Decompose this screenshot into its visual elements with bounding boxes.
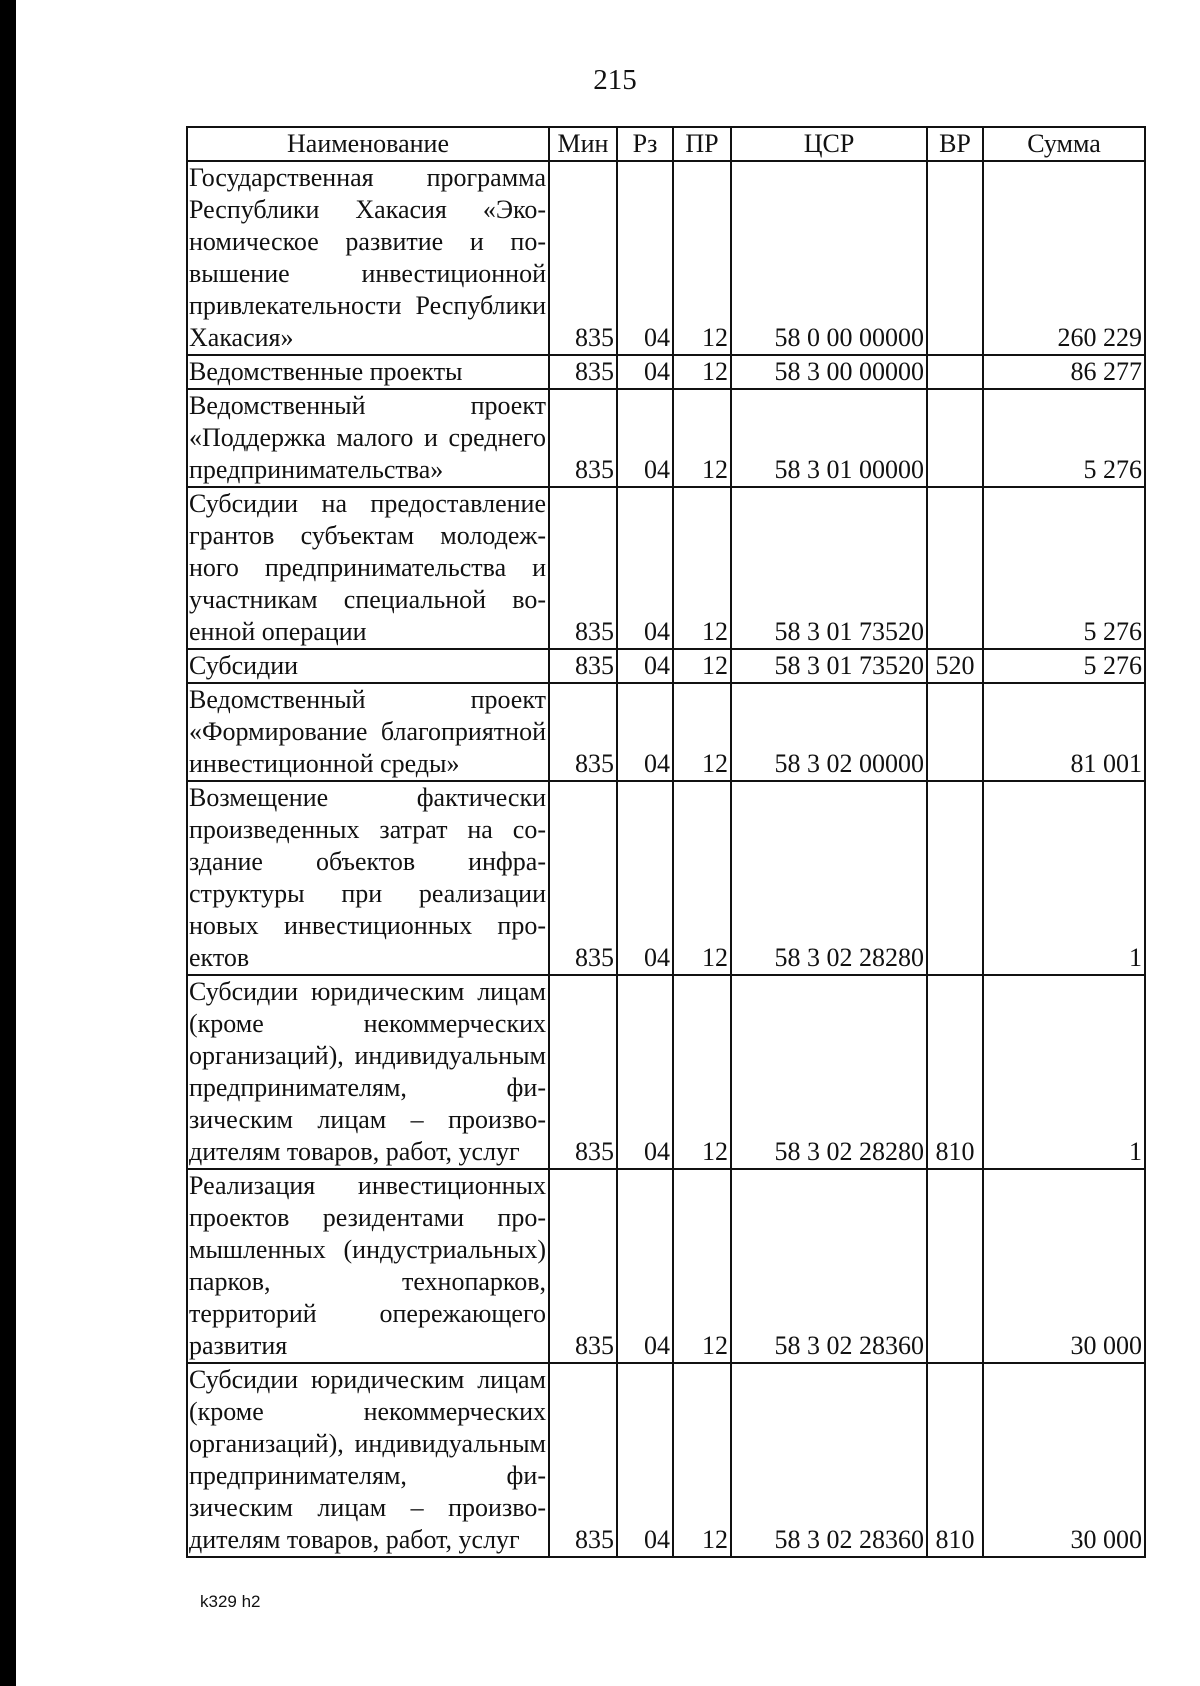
row-vr — [927, 161, 983, 355]
row-pr: 12 — [673, 487, 731, 649]
row-name: Субсидии юридическим лицам (кроме некоммерческих организаций), индивидуальным предпринимателям, физическим лицам – производителям товаров, работ, услуг — [187, 975, 549, 1169]
row-rz: 04 — [617, 389, 673, 487]
table-row — [187, 1363, 1145, 1557]
page-number: 215 — [593, 64, 637, 96]
table-row — [187, 161, 1145, 355]
row-csr: 58 3 02 28360 — [731, 1169, 927, 1363]
row-name: Субсидии юридическим лицам (кроме некоммерческих организаций), индивидуальным предпринимателям, физическим лицам – производителям товаров, работ, услуг — [187, 1363, 549, 1557]
row-sum: 30 000 — [983, 1169, 1145, 1363]
row-csr: 58 3 00 00000 — [731, 355, 927, 389]
row-name: Реализация инвестиционных проектов резидентами промышленных (индустриальных) парков, технопарков, территорий опережающего развития — [187, 1169, 549, 1363]
row-csr: 58 3 02 28360 — [731, 1363, 927, 1557]
row-pr: 12 — [673, 975, 731, 1169]
table-row — [187, 355, 1145, 389]
row-csr: 58 3 01 73520 — [731, 487, 927, 649]
row-name: Субсидии — [187, 649, 549, 683]
row-min: 835 — [549, 1363, 617, 1557]
row-pr: 12 — [673, 683, 731, 781]
row-rz: 04 — [617, 1169, 673, 1363]
row-vr: 520 — [927, 649, 983, 683]
row-vr — [927, 355, 983, 389]
header-vr: ВР — [927, 127, 983, 161]
row-vr: 810 — [927, 1363, 983, 1557]
budget-table — [186, 126, 1146, 1558]
scan-edge-bar — [0, 0, 16, 1686]
row-rz: 04 — [617, 161, 673, 355]
row-sum: 1 — [983, 781, 1145, 975]
row-csr: 58 3 02 28280 — [731, 781, 927, 975]
table-row — [187, 389, 1145, 487]
row-min: 835 — [549, 487, 617, 649]
row-rz: 04 — [617, 649, 673, 683]
table-row — [187, 781, 1145, 975]
table-row — [187, 1169, 1145, 1363]
table-row — [187, 649, 1145, 683]
row-name: Ведомственный проект «Поддержка малого и среднего предпринимательства» — [187, 389, 549, 487]
row-name: Государственная программа Республики Хакасия «Экономическое развитие и повышение инвестиционной привлекательности Республики Хакасия» — [187, 161, 549, 355]
row-csr: 58 3 01 73520 — [731, 649, 927, 683]
row-sum: 5 276 — [983, 389, 1145, 487]
row-pr: 12 — [673, 389, 731, 487]
row-name: Ведомственные проекты — [187, 355, 549, 389]
row-vr — [927, 1169, 983, 1363]
row-min: 835 — [549, 649, 617, 683]
row-vr — [927, 683, 983, 781]
row-rz: 04 — [617, 683, 673, 781]
row-pr: 12 — [673, 649, 731, 683]
row-min: 835 — [549, 1169, 617, 1363]
row-name: Субсидии на предоставление грантов субъектам молодежного предпринимательства и участникам специальной военной операции — [187, 487, 549, 649]
row-name: Возмещение фактически произведенных затрат на создание объектов инфраструктуры при реализации новых инвестиционных проектов — [187, 781, 549, 975]
row-name: Ведомственный проект «Формирование благоприятной инвестиционной среды» — [187, 683, 549, 781]
row-min: 835 — [549, 161, 617, 355]
row-min: 835 — [549, 389, 617, 487]
table-header-row — [187, 127, 1145, 161]
header-min: Мин — [549, 127, 617, 161]
header-csr: ЦСР — [731, 127, 927, 161]
row-sum: 86 277 — [983, 355, 1145, 389]
row-vr — [927, 487, 983, 649]
row-sum: 5 276 — [983, 487, 1145, 649]
row-sum: 81 001 — [983, 683, 1145, 781]
row-rz: 04 — [617, 487, 673, 649]
table-row — [187, 975, 1145, 1169]
row-rz: 04 — [617, 975, 673, 1169]
row-min: 835 — [549, 975, 617, 1169]
table-row — [187, 683, 1145, 781]
row-rz: 04 — [617, 355, 673, 389]
row-csr: 58 3 02 00000 — [731, 683, 927, 781]
header-rz: Рз — [617, 127, 673, 161]
row-vr — [927, 781, 983, 975]
row-min: 835 — [549, 355, 617, 389]
row-vr: 810 — [927, 975, 983, 1169]
row-vr — [927, 389, 983, 487]
row-sum: 1 — [983, 975, 1145, 1169]
header-name: Наименование — [187, 127, 549, 161]
row-rz: 04 — [617, 1363, 673, 1557]
row-rz: 04 — [617, 781, 673, 975]
footer-code: k329 h2 — [200, 1592, 261, 1611]
row-csr: 58 3 01 00000 — [731, 389, 927, 487]
row-sum: 260 229 — [983, 161, 1145, 355]
row-pr: 12 — [673, 355, 731, 389]
row-pr: 12 — [673, 161, 731, 355]
row-csr: 58 3 02 28280 — [731, 975, 927, 1169]
header-sum: Сумма — [983, 127, 1145, 161]
row-sum: 30 000 — [983, 1363, 1145, 1557]
row-csr: 58 0 00 00000 — [731, 161, 927, 355]
row-min: 835 — [549, 781, 617, 975]
row-pr: 12 — [673, 1363, 731, 1557]
table-row — [187, 487, 1145, 649]
row-min: 835 — [549, 683, 617, 781]
row-pr: 12 — [673, 781, 731, 975]
row-pr: 12 — [673, 1169, 731, 1363]
row-sum: 5 276 — [983, 649, 1145, 683]
header-pr: ПР — [673, 127, 731, 161]
